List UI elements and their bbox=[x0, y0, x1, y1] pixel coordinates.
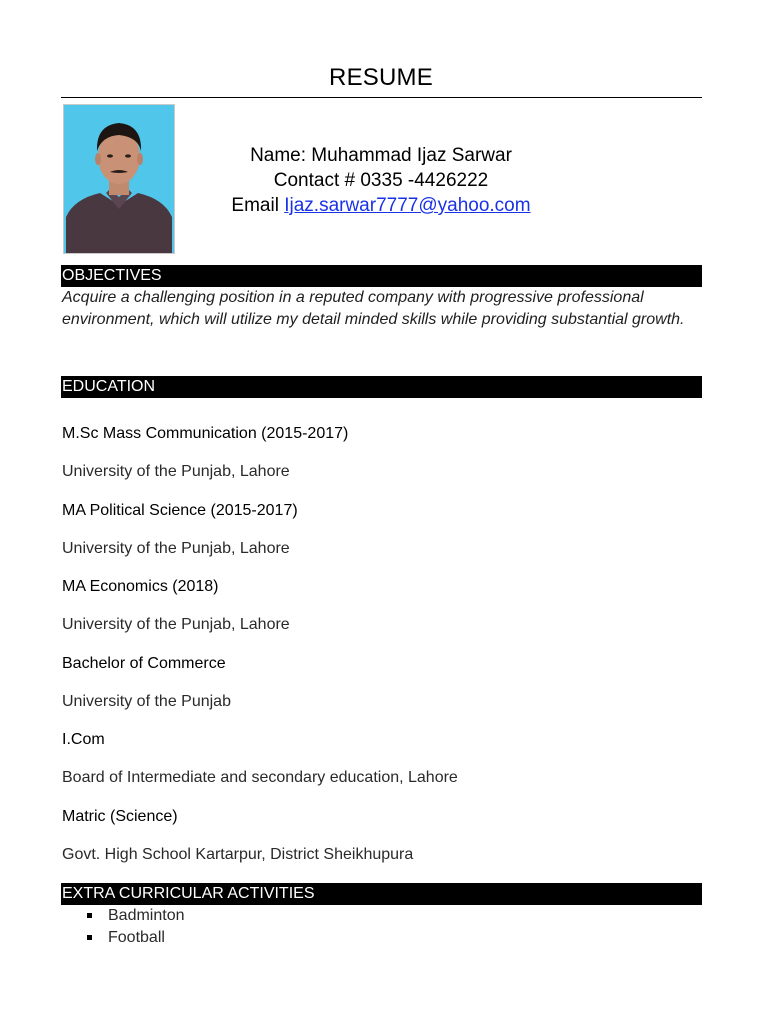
degree-title: MA Political Science (2015-2017) bbox=[62, 501, 298, 519]
education-item bbox=[62, 576, 702, 653]
education-item bbox=[62, 729, 702, 806]
education-item bbox=[62, 423, 702, 500]
person-portrait-icon bbox=[64, 105, 174, 253]
activities-heading: EXTRA CURRICULAR ACTIVITIES bbox=[61, 883, 702, 905]
objectives-heading: OBJECTIVES bbox=[61, 265, 702, 287]
email-line bbox=[190, 193, 572, 218]
education-list bbox=[62, 423, 702, 882]
bullet-icon bbox=[87, 913, 92, 918]
institution-name: Board of Intermediate and secondary education, Lahore bbox=[62, 769, 458, 786]
institution-name: University of the Punjab, Lahore bbox=[62, 616, 290, 633]
education-item bbox=[62, 500, 702, 577]
institution-name: University of the Punjab, Lahore bbox=[62, 463, 290, 480]
contact-line: Contact # 0335 -4426222 bbox=[273, 170, 489, 191]
institution-name: University of the Punjab, Lahore bbox=[62, 539, 290, 557]
email-link[interactable]: Ijaz.sarwar7777@yahoo.com bbox=[284, 195, 531, 216]
education-item bbox=[62, 653, 702, 730]
list-item bbox=[87, 927, 185, 949]
degree-title: MA Economics (2018) bbox=[62, 578, 219, 595]
degree-title: Matric (Science) bbox=[62, 807, 178, 825]
institution-name: University of the Punjab bbox=[62, 692, 231, 710]
institution-name: Govt. High School Kartarpur, District Sheikhupura bbox=[62, 845, 414, 863]
objectives-text: Acquire a challenging position in a reputed company with progressive professional environment, which will utilize my detail minded skills while providing substantial growth. bbox=[62, 289, 685, 328]
email-label: Email bbox=[231, 195, 285, 216]
profile-photo bbox=[63, 104, 175, 254]
activity-label: Badminton bbox=[108, 907, 185, 924]
name-line: Name: Muhammad Ijaz Sarwar bbox=[250, 145, 512, 166]
page-title: RESUME bbox=[329, 64, 433, 91]
degree-title: Bachelor of Commerce bbox=[62, 654, 226, 672]
education-heading: EDUCATION bbox=[61, 376, 702, 398]
degree-title: M.Sc Mass Communication (2015-2017) bbox=[62, 425, 349, 442]
activities-list bbox=[87, 905, 185, 949]
activity-label: Football bbox=[108, 929, 165, 946]
bullet-icon bbox=[87, 935, 92, 940]
list-item bbox=[87, 905, 185, 927]
degree-title: I.Com bbox=[62, 731, 105, 748]
title-divider bbox=[61, 97, 702, 98]
contact-block bbox=[190, 143, 572, 218]
education-item bbox=[62, 806, 702, 883]
